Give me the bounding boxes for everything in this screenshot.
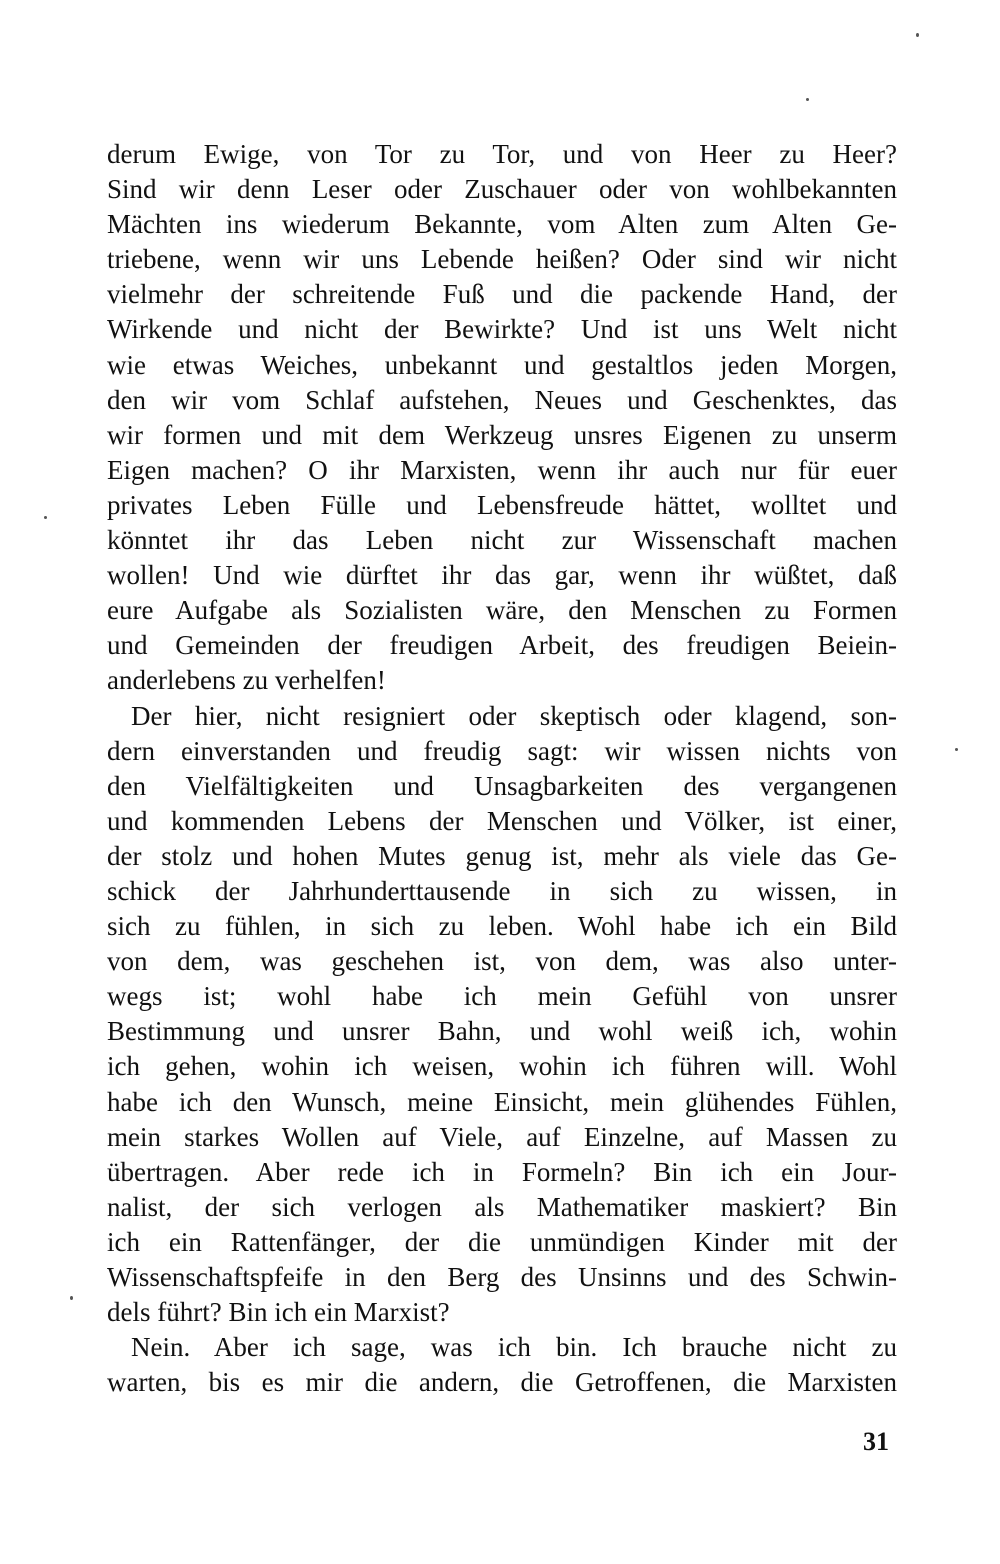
text-line: triebene, wenn wir uns Lebende heißen? Oder sind wir nicht xyxy=(107,244,897,275)
text-line: der stolz und hohen Mutes genug ist, mehr als viele das Ge- xyxy=(107,840,897,871)
text-line: nalist, der sich verlogen als Mathematiker maskiert? Bin xyxy=(107,1191,897,1222)
scan-speck xyxy=(916,33,919,37)
page-number: 31 xyxy=(863,1427,889,1456)
text-line: Wissenschaftspfeife in den Berg des Unsinns und des Schwin- xyxy=(107,1262,897,1292)
scan-speck xyxy=(806,98,809,101)
text-line: den wir vom Schlaf aufstehen, Neues und Geschenktes, das xyxy=(107,384,897,415)
scan-speck xyxy=(70,1296,73,1300)
text-line: dern einverstanden und freudig sagt: wir wissen nichts von xyxy=(107,735,897,766)
text-line: schick der Jahrhunderttausende in sich zu wissen, in xyxy=(107,875,897,906)
text-line: den Vielfältigkeiten und Unsagbarkeiten des vergangenen xyxy=(107,770,897,801)
text-line: und kommenden Lebens der Menschen und Völker, ist einer, xyxy=(107,805,897,836)
text-line: Bestimmung und unsrer Bahn, und wohl weiß ich, wohin xyxy=(107,1016,897,1047)
text-line: von dem, was geschehen ist, von dem, was also unter- xyxy=(107,946,897,977)
text-line: Sind wir denn Leser oder Zuschauer oder von wohlbekannten xyxy=(107,174,897,205)
text-line: ich gehen, wohin ich weisen, wohin ich führen will. Wohl xyxy=(107,1051,897,1082)
text-line: mein starkes Wollen auf Viele, auf Einzelne, auf Massen zu xyxy=(107,1121,897,1152)
text-line: sich zu fühlen, in sich zu leben. Wohl habe ich ein Bild xyxy=(107,911,897,942)
text-line: dels führt? Bin ich ein Marxist? xyxy=(107,1297,450,1328)
text-line: wie etwas Weiches, unbekannt und gestaltlos jeden Morgen, xyxy=(107,349,897,380)
text-line: habe ich den Wunsch, meine Einsicht, mein glühendes Fühlen, xyxy=(107,1086,897,1117)
text-line: warten, bis es mir die andern, die Getroffenen, die Marxisten xyxy=(107,1367,897,1398)
text-line: und Gemeinden der freudigen Arbeit, des freudigen Beiein- xyxy=(107,630,897,661)
text-line: wir formen und mit dem Werkzeug unsres Eigenen zu unserm xyxy=(107,419,897,450)
text-line: Der hier, nicht resigniert oder skeptisch oder klagend, son- xyxy=(131,700,897,731)
text-line: eure Aufgabe als Sozialisten wäre, den Menschen zu Formen xyxy=(107,595,897,626)
text-line: übertragen. Aber rede ich in Formeln? Bin ich ein Jour- xyxy=(107,1156,897,1187)
text-line: wollen! Und wie dürftet ihr das gar, wenn ihr wüßtet, daß xyxy=(107,560,897,591)
text-line: vielmehr der schreitende Fuß und die packende Hand, der xyxy=(107,279,897,310)
text-line: wegs ist; wohl habe ich mein Gefühl von unsrer xyxy=(107,981,897,1012)
text-line: Mächten ins wiederum Bekannte, vom Alten zum Alten Ge- xyxy=(107,209,897,240)
text-line: derum Ewige, von Tor zu Tor, und von Heer zu Heer? xyxy=(107,139,897,169)
scan-speck xyxy=(955,748,958,751)
text-line: könntet ihr das Leben nicht zur Wissenschaft machen xyxy=(107,525,897,556)
scan-speck xyxy=(44,516,47,519)
text-line: privates Leben Fülle und Lebensfreude hättet, wolltet und xyxy=(107,489,897,520)
paragraph xyxy=(107,137,897,699)
paragraph xyxy=(107,699,897,1331)
text-line: Eigen machen? O ihr Marxisten, wenn ihr auch nur für euer xyxy=(107,454,897,485)
text-line: Nein. Aber ich sage, was ich bin. Ich brauche nicht zu xyxy=(131,1332,897,1363)
body-text xyxy=(107,137,897,1400)
text-line: anderlebens zu verhelfen! xyxy=(107,665,386,696)
paragraph xyxy=(107,1330,897,1400)
text-line: Wirkende und nicht der Bewirkte? Und ist uns Welt nicht xyxy=(107,314,897,345)
text-line: ich ein Rattenfänger, der die unmündigen Kinder mit der xyxy=(107,1226,897,1257)
